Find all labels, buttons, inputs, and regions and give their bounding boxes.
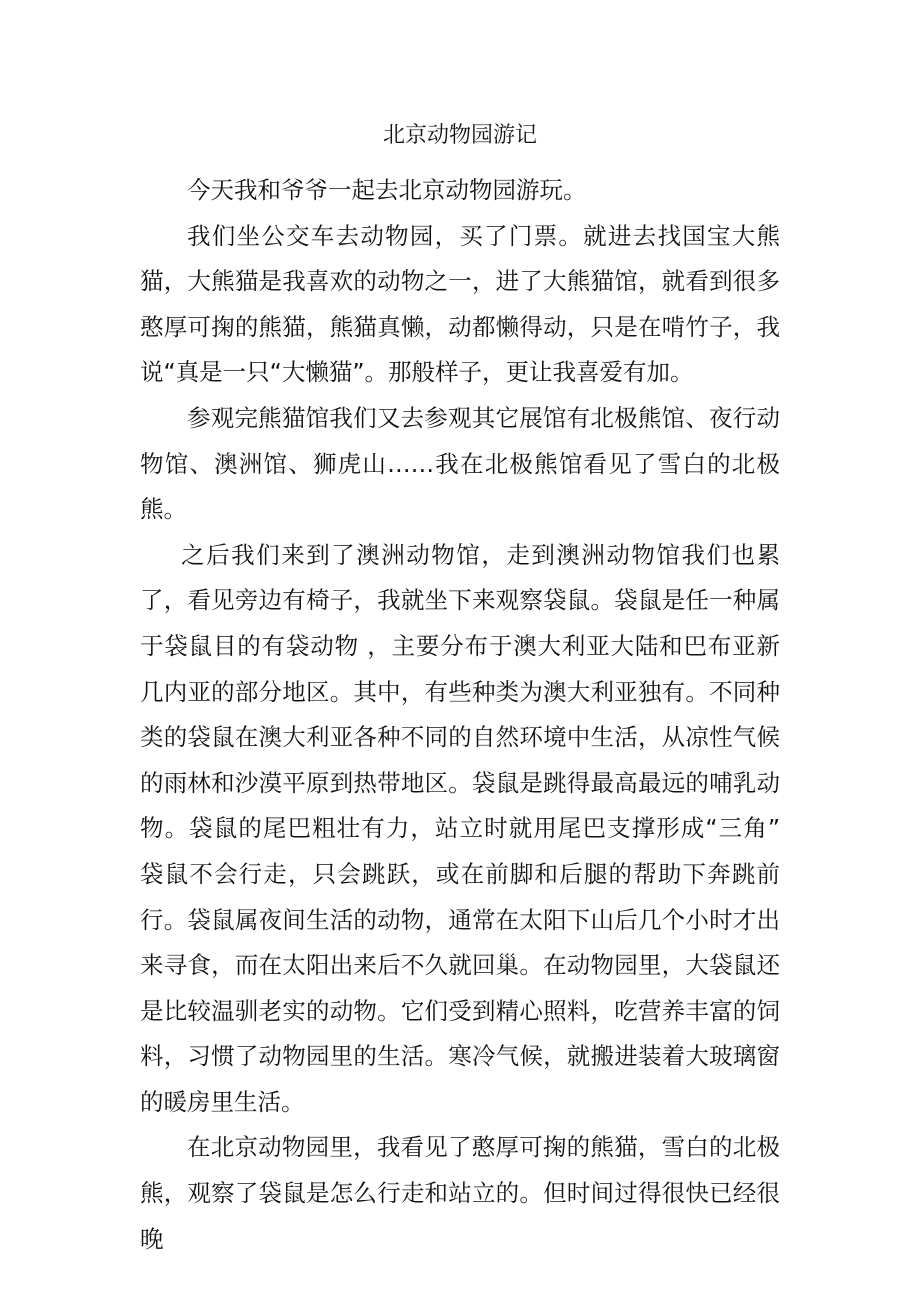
paragraph-4: 之后我们来到了澳洲动物馆，走到澳洲动物馆我们也累了，看见旁边有椅子，我就坐下来观察袋鼠。袋鼠是任一种属于袋鼠目的有袋动物 ，主要分布于澳大利亚大陆和巴布亚新几内亚的部分地区。其中，有些种类为澳大利亚独有。不同种类的袋鼠在澳大利亚各种不同的自然环境中生活，从凉性气候的雨林和沙漠平原到热带地区。袋鼠是跳得最高最远的哺乳动物。袋鼠的尾巴粗壮有力，站立时就用尾巴支撑形成“三角” 袋鼠不会行走，只会跳跃，或在前脚和后腿的帮助下奔跳前行。袋鼠属夜间生活的动物，通常在太阳下山后几个小时才出来寻食，而在太阳出来后不久就回巢。在动物园里，大袋鼠还是比较温驯老实的动物。它们受到精心照料，吃营养丰富的饲料，习惯了动物园里的生活。寒冷气候，就搬进装着大玻璃窗的暖房里生活。 xyxy=(140,540,780,1116)
paragraph-1: 今天我和爷爷一起去北京动物园游玩。 xyxy=(187,176,587,204)
paragraph-5: 在北京动物园里，我看见了憨厚可掬的熊猫，雪白的北极熊，观察了袋鼠是怎么行走和站立的。但时间过得很快已经很晚 xyxy=(140,1133,780,1253)
document-title: 北京动物园游记 xyxy=(382,123,537,148)
paragraph-3: 参观完熊猫馆我们又去参观其它展馆有北极熊馆、夜行动物馆、澳洲馆、狮虎山……我在北极熊馆看见了雪白的北极熊。 xyxy=(140,403,780,524)
document-body xyxy=(140,168,780,1262)
paragraph-2: 我们坐公交车去动物园，买了门票。就进去找国宝大熊猫，大熊猫是我喜欢的动物之一，进了大熊猫馆，就看到很多憨厚可掬的熊猫，熊猫真懒，动都懒得动，只是在啃竹子，我说“真是一只“大懒猫”。那般样子，更让我喜爱有加。 xyxy=(140,221,780,387)
